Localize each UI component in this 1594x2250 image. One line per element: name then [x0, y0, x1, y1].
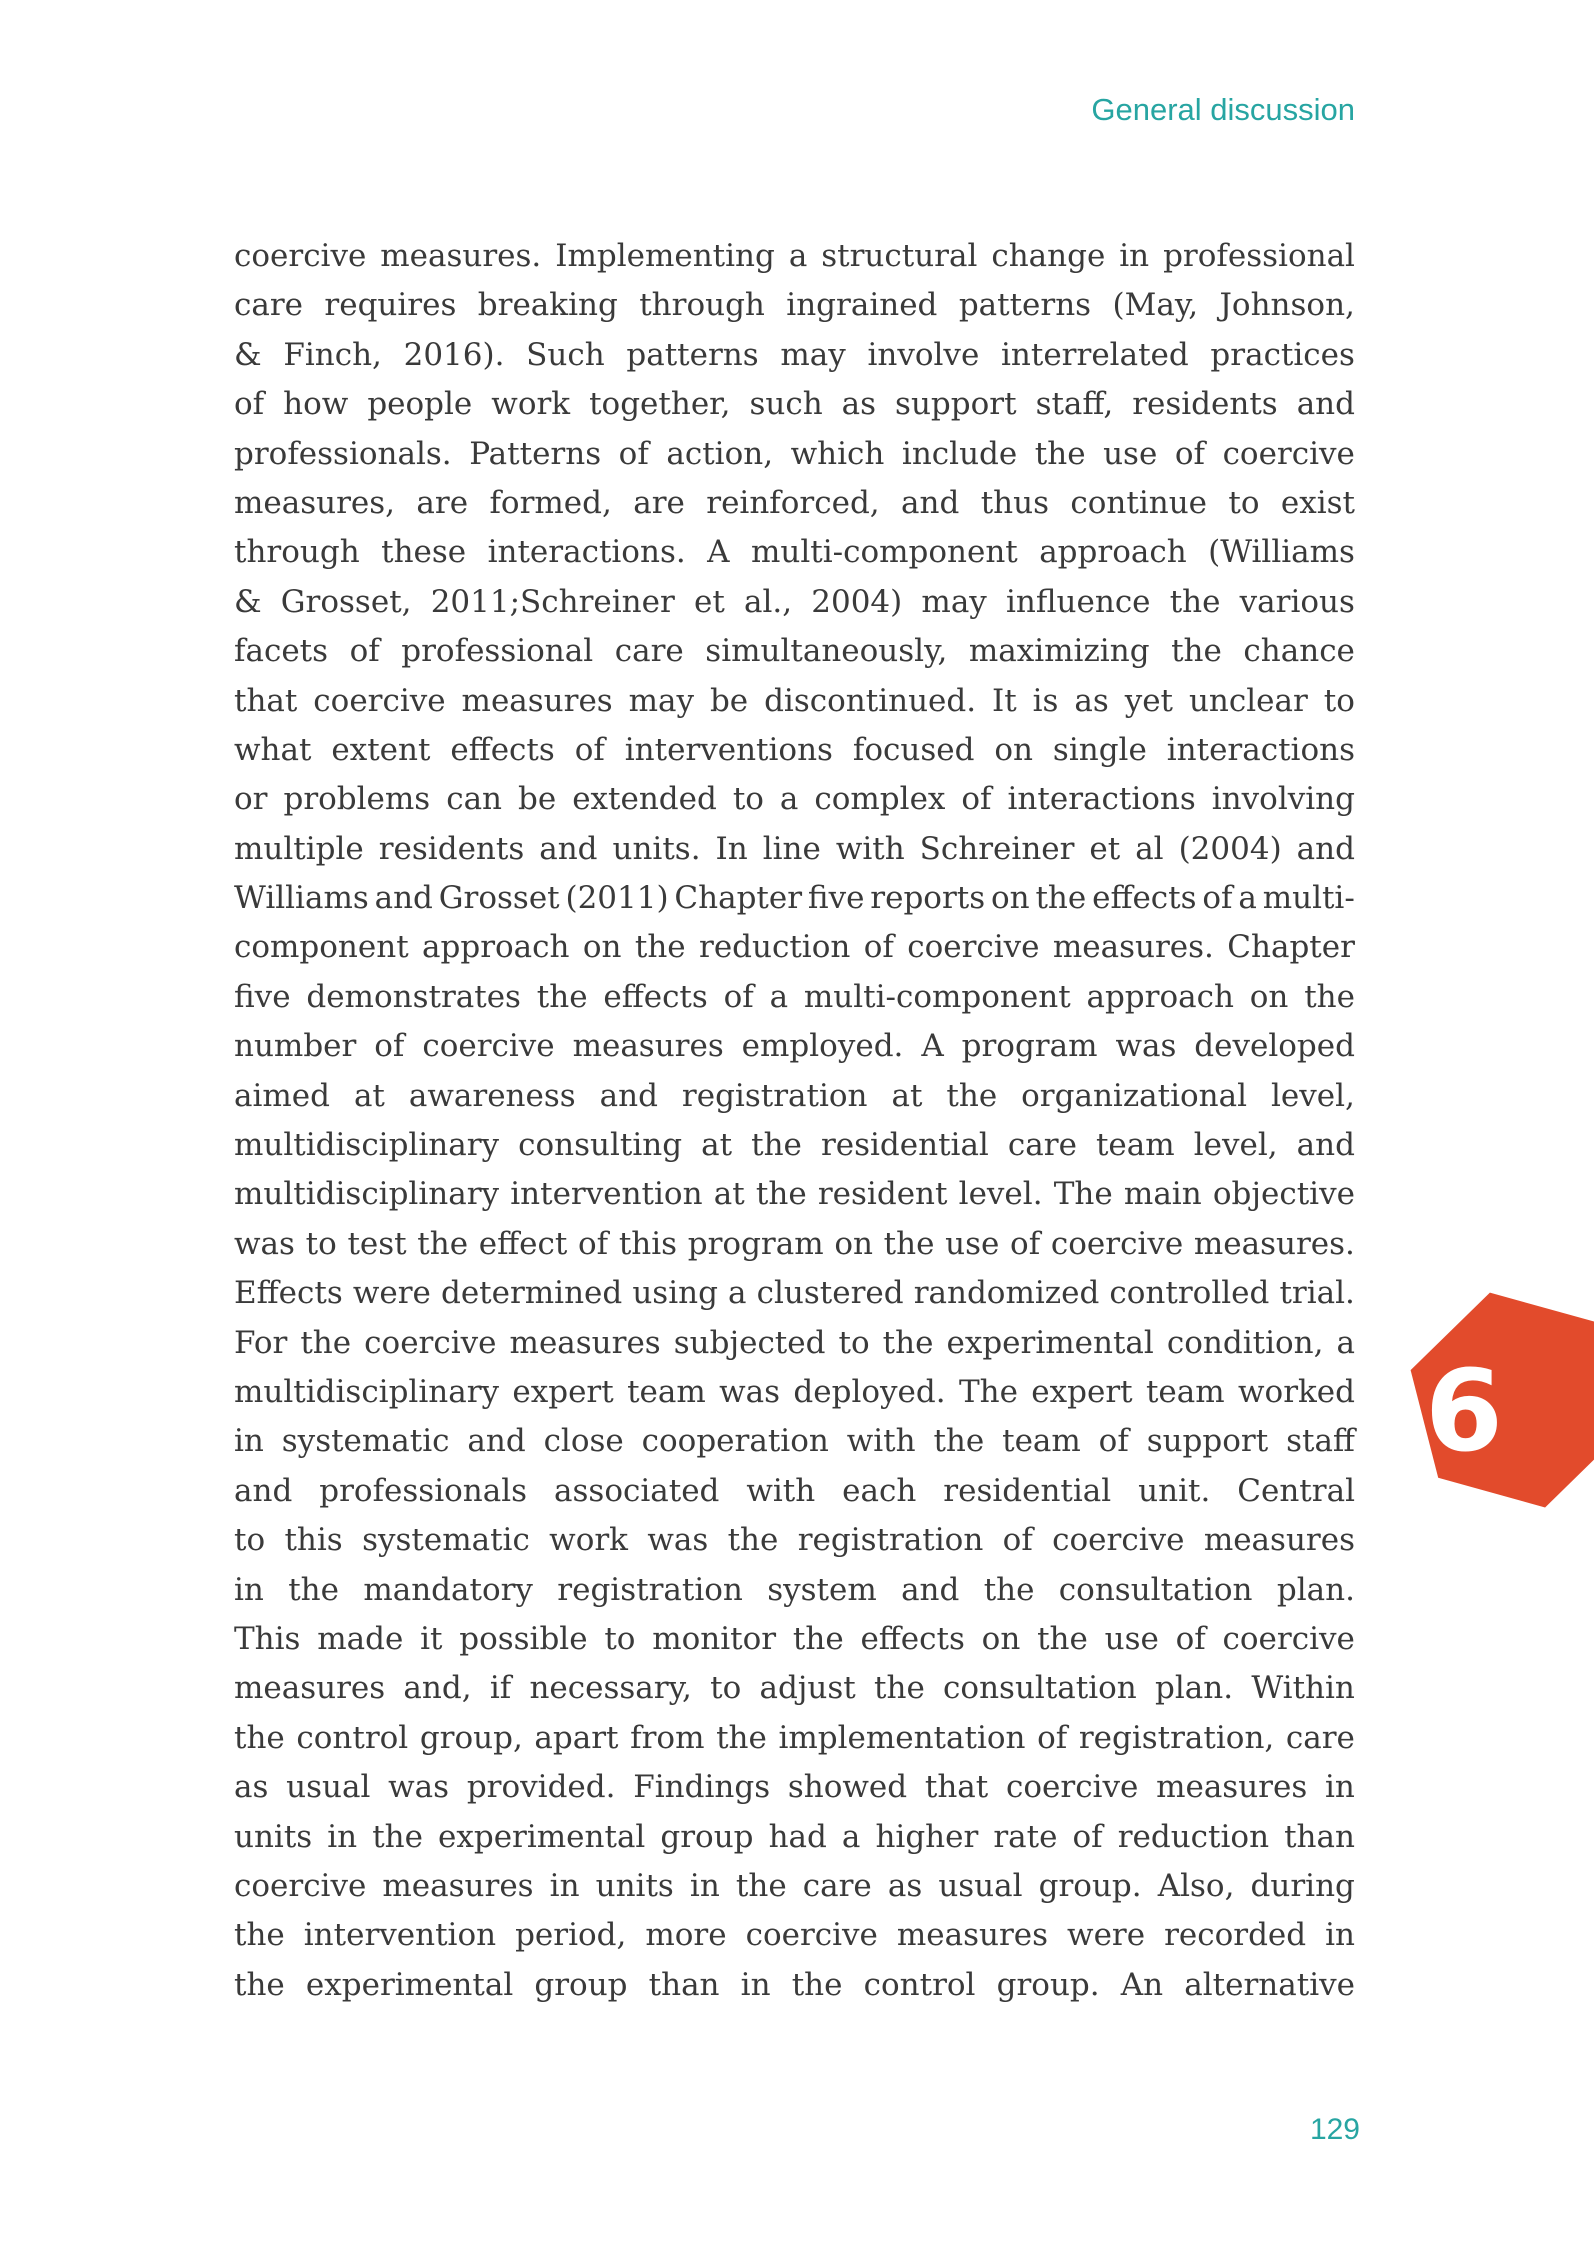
body-text-line: to this systematic work was the registration of coercive measures [234, 1522, 1355, 1559]
body-text-line: multidisciplinary expert team was deployed. The expert team worked [234, 1373, 1355, 1410]
body-text-line: facets of professional care simultaneously, maximizing the chance [234, 633, 1355, 670]
body-text-line: in the mandatory registration system and the consultation plan. [234, 1571, 1355, 1608]
body-text-line: as usual was provided. Findings showed that coercive measures in [234, 1769, 1355, 1806]
body-text-line: was to test the effect of this program on the use of coercive measures. [234, 1225, 1355, 1262]
body-text-line: the experimental group than in the control group. An alternative [234, 1966, 1355, 2003]
chapter-tab-hexagon [1400, 1270, 1594, 1530]
body-text-line: measures, are formed, are reinforced, and thus continue to exist [234, 484, 1355, 521]
body-text-line: This made it possible to monitor the effects on the use of coercive [234, 1620, 1355, 1657]
body-text-line: & Grosset, 2011;Schreiner et al., 2004) may influence the various [234, 583, 1355, 620]
page-number: 129 [1309, 2113, 1360, 2146]
body-text-line: what extent effects of interventions focused on single interactions [234, 731, 1355, 768]
body-text-line: five demonstrates the effects of a multi-component approach on the [234, 978, 1355, 1015]
body-text-line: through these interactions. A multi-component approach (Williams [234, 534, 1355, 571]
body-text-line: units in the experimental group had a higher rate of reduction than [234, 1818, 1355, 1855]
body-text-line: multidisciplinary consulting at the residential care team level, and [234, 1127, 1355, 1164]
body-text-line: number of coercive measures employed. A program was developed [234, 1028, 1355, 1065]
body-text-line: multidisciplinary intervention at the resident level. The main objective [234, 1176, 1355, 1213]
body-text-line: and professionals associated with each residential unit. Central [234, 1472, 1355, 1509]
body-text-line: multiple residents and units. In line with Schreiner et al (2004) and [234, 830, 1355, 867]
body-text-line: the intervention period, more coercive measures were recorded in [234, 1917, 1355, 1954]
body-text-line: & Finch, 2016). Such patterns may involve interrelated practices [234, 336, 1355, 373]
body-text-line: of how people work together, such as support staff, residents and [234, 386, 1355, 423]
body-text-line: or problems can be extended to a complex of interactions involving [234, 781, 1355, 818]
body-text-line: aimed at awareness and registration at the organizational level, [234, 1077, 1355, 1114]
body-text-line: in systematic and close cooperation with the team of support staff [234, 1423, 1355, 1460]
body-text-line: Effects were determined using a clustered randomized controlled trial. [234, 1275, 1355, 1312]
body-text-line: that coercive measures may be discontinued. It is as yet unclear to [234, 682, 1355, 719]
body-text-line: component approach on the reduction of coercive measures. Chapter [234, 929, 1355, 966]
body-text-line: the control group, apart from the implementation of registration, care [234, 1719, 1355, 1756]
body-text-line: professionals. Patterns of action, which include the use of coercive [234, 435, 1355, 472]
body-text-line: care requires breaking through ingrained patterns (May, Johnson, [234, 287, 1355, 324]
body-text-line: Williams and Grosset (2011) Chapter five reports on the effects of a multi- [234, 880, 1355, 917]
body-text-line: For the coercive measures subjected to the experimental condition, a [234, 1324, 1355, 1361]
body-text-line: measures and, if necessary, to adjust the consultation plan. Within [234, 1670, 1355, 1707]
chapter-number: 6 [1425, 1347, 1503, 1477]
body-text-line: coercive measures in units in the care as usual group. Also, during [234, 1867, 1355, 1904]
body-text-line: coercive measures. Implementing a structural change in professional [234, 238, 1355, 274]
running-head: General discussion [1091, 92, 1355, 127]
body-paragraph [234, 232, 1355, 2010]
